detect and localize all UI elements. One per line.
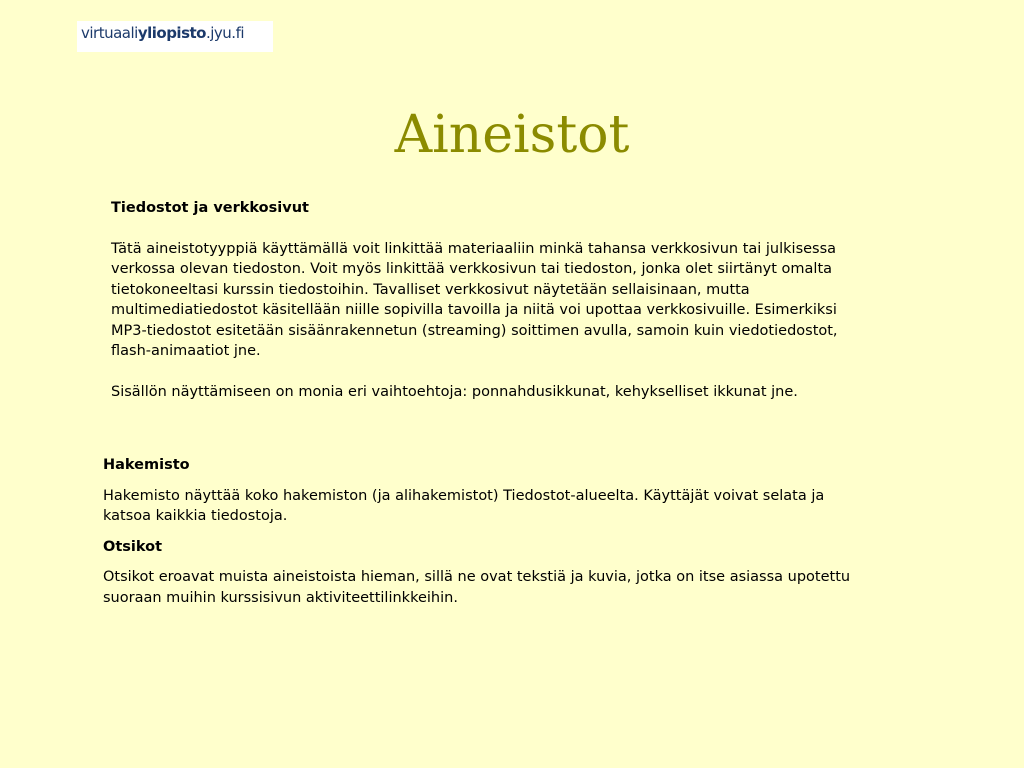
logo-text-part3: .jyu.fi: [205, 24, 245, 42]
files-section: [111, 198, 871, 422]
page-title: Aineistot: [394, 105, 630, 165]
logo-text-part2: yliopisto: [137, 24, 206, 42]
logo-text-part1: virtuaali: [81, 24, 138, 42]
files-heading: Tiedostot ja verkkosivut: [111, 200, 309, 216]
labels-heading: Otsikot: [103, 538, 163, 555]
directory-text: Hakemisto näyttää koko hakemiston (ja alihakemistot) Tiedostot-alueelta. Käyttäjät voivat selata ja katsoa kaikkia tiedostoja.: [103, 487, 825, 524]
directory-labels-section: [103, 455, 863, 618]
files-paragraph-2: Sisällön näyttämiseen on monia eri vaihtoehtoja: ponnahdusikkunat, kehykselliset ikkunat jne.: [111, 383, 798, 400]
labels-text: Otsikot eroavat muista aineistoista hieman, sillä ne ovat tekstiä ja kuvia, jotka on itse asiassa upotettu suoraan muihin kurssisivun aktiviteettilinkkeihin.: [103, 569, 851, 606]
files-paragraph-1: Tätä aineistotyyppiä käyttämällä voit linkittää materiaaliin minkä tahansa verkkosivun tai julkisessa verkossa olevan tiedoston. Voit myös linkittää verkkosivun tai tiedoston, jonka olet siirtänyt omalta tietokoneeltasi kurssin tiedostoihin. Tavalliset verkkosivut näytetään sellaisinaan, mutta multimediatiedostot käsitellään niille sopivilla tavoilla ja niitä voi upottaa verkkosivuille. Esimerkiksi MP3-tiedostot esitetään sisäänrakennetun (streaming) soittimen avulla, samoin kuin viedotiedostot, flash-animaatiot jne.: [111, 240, 838, 359]
site-logo[interactable]: [77, 21, 273, 52]
directory-heading: Hakemisto: [103, 457, 190, 473]
